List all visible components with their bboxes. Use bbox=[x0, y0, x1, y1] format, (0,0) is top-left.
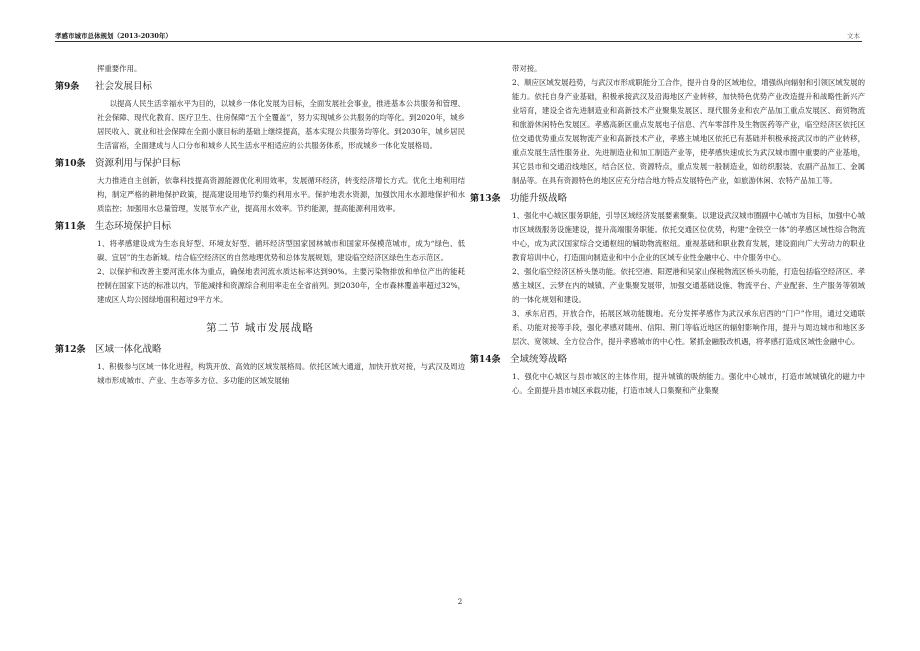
article-13-paragraph-1: 1、强化中心城区服务职能，引导区域经济发展要素聚集。以建设武汉城市圈副中心城市为目标，加强中心城市区域级服务设施建设，提升高端服务职能。依托交通区位优势，构建“金铁空一体”的孝感区域性综合物流中心，成为武汉国家综合交通枢纽的辅助物流枢纽。重视基础和职业教育发展，建设面向广大劳动力的职业教育培训中心，打造面向制造业和中小企业的区域专业性金融中心、中介服务中心。 bbox=[512, 211, 865, 262]
document-type-label: 文本 bbox=[847, 32, 860, 40]
article-10-paragraph: 大力推进自主创新，依靠科技提高资源能源优化利用效率，发展循环经济，转变经济增长方式。优化土地利用结构，制定严格的耕地保护政策，提高建设用地节约集约利用水平。保护地表水资源，加强饮用水水源地保护和水质监控；加强用水总量管理，发展节水产业，提高用水效率。节约能源，提高能源利用效率。 bbox=[97, 176, 465, 213]
article-title: 社会发展目标 bbox=[95, 81, 153, 92]
article-number: 第10条 bbox=[55, 159, 86, 169]
right-column bbox=[470, 62, 865, 398]
article-12-heading bbox=[55, 343, 465, 357]
article-number: 第11条 bbox=[55, 222, 86, 232]
page-number: 2 bbox=[457, 598, 463, 606]
section-title: 第二节 城市发展战略 bbox=[206, 322, 314, 334]
article-number: 第9条 bbox=[55, 82, 80, 92]
article-number: 第12条 bbox=[55, 345, 86, 355]
article-number: 第14条 bbox=[470, 355, 501, 365]
article-13-paragraph-3: 3、承东启西，开放合作，拓展区域功能腹地。充分发挥孝感作为武汉承东启西的“门户”作用，通过交通联系、功能对接等手段，强化孝感对随州、信阳、荆门等临近地区的辐射影响作用，提升与周边城市和地区多层次、宽领域、全方位合作，提升孝感城市的中心性。紧抓金融股改机遇，将孝感打造成区域性金融中心。 bbox=[512, 309, 865, 346]
article-13-heading bbox=[470, 192, 865, 206]
continuation-text: 挥重要作用。 bbox=[97, 64, 142, 73]
article-10-heading bbox=[55, 157, 465, 171]
article-12-paragraph-1: 1、积极参与区域一体化进程，构筑开放、高效的区域发展格局。依托区域大通道，加快开放对接，与武汉及周边城市形成城市、产业、生态等多方位、多功能的区域发展轴 bbox=[97, 362, 465, 385]
article-9-heading bbox=[55, 80, 465, 94]
header-divider bbox=[55, 41, 862, 42]
article-number: 第13条 bbox=[470, 194, 501, 204]
article-title: 资源利用与保护目标 bbox=[95, 158, 181, 169]
article-9-paragraph: 以提高人民生活幸福水平为目的，以城乡一体化发展为目标，全面发展社会事业，推进基本公共服务和管理、社会保障、现代化教育、医疗卫生、住房保障“五个全覆盖”，努力实现城乡公共服务的均等化。到2020年，城乡居民收入、就业和社会保障在全面小康目标的基础上继续提高，基本实现公共服务均等化。到2030年，城乡居民生活富裕，全面建成与人口分布和城乡人民生活水平相适应的公共服务体系，形成城乡一体化发展格局。 bbox=[97, 99, 465, 150]
document-title: 孝感市城市总体规划（2013-2030年） bbox=[55, 32, 172, 40]
article-title: 生态环境保护目标 bbox=[95, 221, 172, 232]
article-14-paragraph-1: 1、强化中心城区与县市城区的主体作用，提升城镇的吸纳能力。强化中心城市，打造市域城镇化的磁力中心。全面提升县市城区承载功能，打造市域人口集聚和产业集聚 bbox=[512, 372, 865, 395]
page-header bbox=[0, 0, 920, 40]
article-title: 功能升级战略 bbox=[510, 193, 568, 204]
left-column bbox=[55, 62, 465, 388]
article-title: 区域一体化战略 bbox=[95, 344, 162, 355]
article-11-paragraph-1: 1、将孝感建设成为生态良好型、环境友好型、循环经济型国家园林城市和国家环保模范城市，成为“绿色、低碳、宜居”的生态新城。结合临空经济区的自然地理优势和总体发展规划，建设临空经济区绿色生态示范区。 bbox=[97, 239, 465, 262]
continuation-text: 带对接。 bbox=[512, 64, 542, 73]
article-11-paragraph-2: 2、以保护和改善主要河流水体为重点，确保地表河流水质达标率达到90%。主要污染物排放和单位产出的能耗控制在国家下达的标准以内，节能减排和资源综合利用率走在全省前列。到2030年，全市森林覆盖率超过32%，建成区人均公园绿地面积超过9平方米。 bbox=[97, 267, 465, 304]
article-13-paragraph-2: 2、强化临空经济区桥头堡功能。依托空港、阳逻港和吴家山保税物流区桥头功能，打造包括临空经济区、孝感主城区、云梦在内的城镇、产业集聚发展带，加强交通基础设施、物流平台、产业配套、生产服务等领域的一体化规划和建设。 bbox=[512, 267, 865, 304]
article-14-heading bbox=[470, 353, 865, 367]
article-11-heading bbox=[55, 220, 465, 234]
article-12-paragraph-2: 2、顺应区域发展趋势，与武汉市形成职能分工合作，提升自身的区域地位，增强纵向辐射和引领区域发展的能力。依托自身产业基础，积极承接武汉及沿海地区产业转移，加快特色优势产业改造提升和战略性新兴产业培育，建设全省先进制造业和高新技术产业聚集发展区、现代服务业和农产品加工重点发展区、商贸物流和旅游休闲特色发展区。孝感高新区重点发展电子信息、汽车零部件及生物医药等产业，临空经济区依托区位交通优势重点发展物流产业和高新技术产业，孝感主城地区依托已有基础并积极承接武汉市的产业转移，重点发展生活性服务业、先进制造业和加工制造产业等，使孝感快速成长为武汉城市圈中重要的产业基地，其它县市和交通沿线地区，结合区位、资源特点，重点发展一般制造业，如纺织服装、农副产品加工、金属制品等。在具有资源特色的地区应充分结合地方特点发展特色产业，如旅游休闲、农特产品加工等。 bbox=[512, 78, 865, 185]
article-title: 全域统筹战略 bbox=[510, 354, 568, 365]
